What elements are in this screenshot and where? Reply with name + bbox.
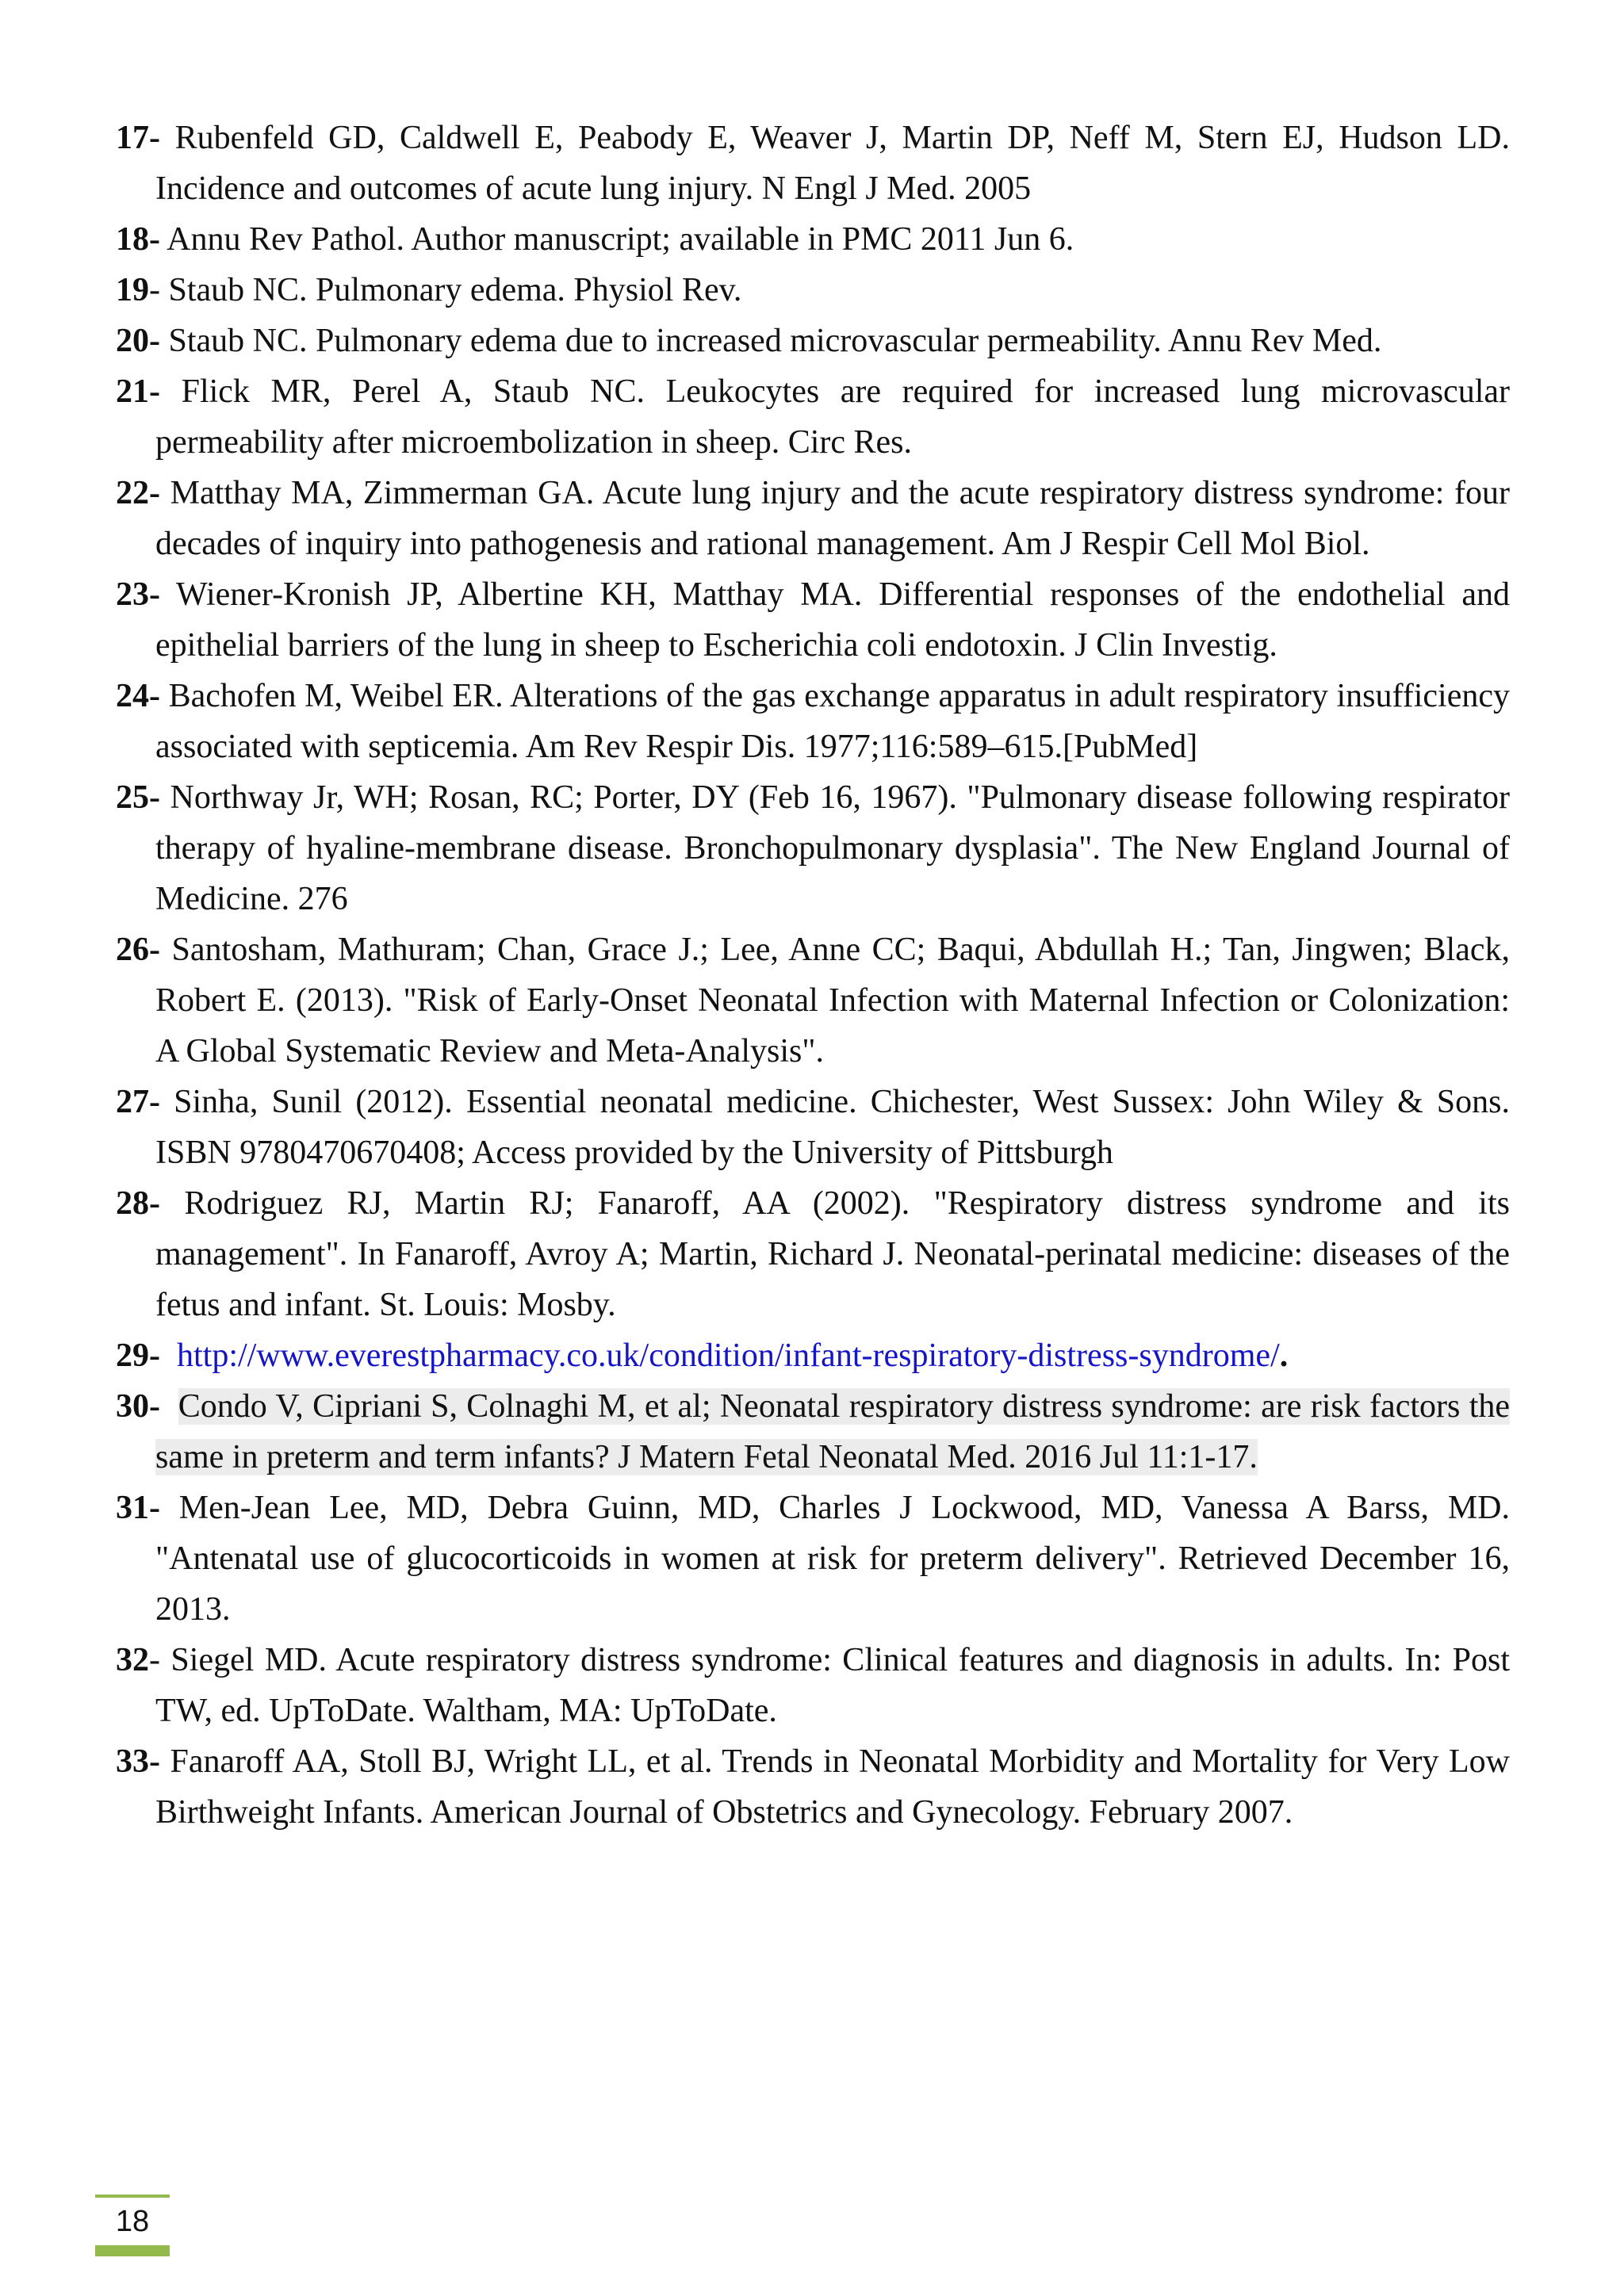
reference-list [116, 113, 1510, 1838]
reference-21 [116, 366, 1510, 468]
reference-text: Flick MR, Perel A, Staub NC. Leukocytes are required for increased lung microvascular permeability after microembolization in sheep. Circ Res. [155, 373, 1510, 461]
footer-bottom-rule [95, 2245, 170, 2256]
reference-number: 26- [116, 932, 160, 968]
reference-26 [116, 924, 1510, 1077]
reference-29 [116, 1330, 1510, 1381]
reference-number: 29- [116, 1337, 160, 1374]
reference-text: Bachofen M, Weibel ER. Alterations of the gas exchange apparatus in adult respiratory insufficiency associated with septicemia. Am Rev Respir Dis. 1977;116:589–615.[PubMed] [155, 678, 1510, 765]
reference-number: 17- [116, 120, 160, 156]
reference-25 [116, 772, 1510, 924]
reference-number: 32 [116, 1642, 149, 1678]
reference-number: 23- [116, 576, 160, 613]
reference-17 [116, 113, 1510, 214]
reference-number: 19 [116, 272, 149, 308]
reference-text: - Siegel MD. Acute respiratory distress syndrome: Clinical features and diagnosis in adults. In: Post TW, ed. UpToDate. Waltham, MA: UpToDate. [149, 1642, 1510, 1729]
reference-18 [116, 214, 1510, 265]
reference-text: Fanaroff AA, Stoll BJ, Wright LL, et al. Trends in Neonatal Morbidity and Mortality for Very Low Birthweight Infants. American Journal of Obstetrics and Gynecology. February 2007. [155, 1743, 1510, 1831]
reference-number: 18- [116, 221, 160, 258]
reference-text: Wiener-Kronish JP, Albertine KH, Matthay MA. Differential responses of the endothelial and epithelial barriers of the lung in sheep to Escherichia coli endotoxin. J Clin Investig. [155, 576, 1510, 664]
reference-20 [116, 316, 1510, 366]
reference-number: 31- [116, 1490, 160, 1526]
page-number: 18 [115, 2205, 150, 2238]
reference-28 [116, 1178, 1510, 1330]
reference-text: Northway Jr, WH; Rosan, RC; Porter, DY (Feb 16, 1967). "Pulmonary disease following respirator therapy of hyaline-membrane disease. Bronchopulmonary dysplasia". The New England Journal of Medicine. 276 [155, 779, 1510, 917]
reference-text-highlighted: Condo V, Cipriani S, Colnaghi M, et al; Neonatal respiratory distress syndrome: are risk factors the same in preterm and term infants? J Matern Fetal Neonatal Med. 2016 Jul 11:1-17. [155, 1388, 1510, 1475]
reference-number: 28- [116, 1185, 160, 1222]
reference-22 [116, 468, 1510, 569]
reference-number: 20- [116, 323, 160, 359]
reference-number: 30- [116, 1388, 160, 1425]
page-footer [95, 2195, 170, 2256]
reference-text: Rubenfeld GD, Caldwell E, Peabody E, Weaver J, Martin DP, Neff M, Stern EJ, Hudson LD. Incidence and outcomes of acute lung injury. N Engl J Med. 2005 [155, 120, 1510, 207]
reference-19 [116, 265, 1510, 316]
reference-23 [116, 569, 1510, 671]
reference-text: Staub NC. Pulmonary edema due to increased microvascular permeability. Annu Rev Med. [160, 323, 1382, 359]
reference-link-period: . [1279, 1337, 1289, 1374]
reference-number: 25- [116, 779, 160, 816]
reference-27 [116, 1077, 1510, 1178]
reference-number: 33- [116, 1743, 160, 1780]
reference-text: Annu Rev Pathol. Author manuscript; available in PMC 2011 Jun 6. [160, 221, 1074, 258]
reference-number: 21- [116, 373, 160, 410]
reference-text: Matthay MA, Zimmerman GA. Acute lung injury and the acute respiratory distress syndrome: four decades of inquiry into pathogenesis and rational management. Am J Respir Cell Mol Biol. [155, 475, 1510, 562]
reference-text: Sinha, Sunil (2012). Essential neonatal medicine. Chichester, West Sussex: John Wiley & Sons. ISBN 9780470670408; Access provided by the University of Pittsburgh [155, 1084, 1510, 1171]
reference-33 [116, 1736, 1510, 1838]
reference-32 [116, 1635, 1510, 1736]
reference-24 [116, 671, 1510, 772]
reference-text: Rodriguez RJ, Martin RJ; Fanaroff, AA (2002). "Respiratory distress syndrome and its management". In Fanaroff, Avroy A; Martin, Richard J. Neonatal-perinatal medicine: diseases of the fetus and infant. St. Louis: Mosby. [155, 1185, 1510, 1323]
reference-30 [116, 1381, 1510, 1483]
reference-text: Santosham, Mathuram; Chan, Grace J.; Lee, Anne CC; Baqui, Abdullah H.; Tan, Jingwen; Black, Robert E. (2013). "Risk of Early-Onset Neonatal Infection with Maternal Infection or Colonization: A Global Systematic Review and Meta-Analysis". [155, 932, 1510, 1070]
reference-31 [116, 1483, 1510, 1635]
reference-number: 27- [116, 1084, 160, 1120]
reference-link[interactable]: http://www.everestpharmacy.co.uk/condition/infant-respiratory-distress-syndrome/ [177, 1337, 1280, 1374]
reference-number: 22- [116, 475, 160, 511]
reference-text: - Staub NC. Pulmonary edema. Physiol Rev. [149, 272, 742, 308]
reference-number: 24- [116, 678, 160, 714]
reference-text: Men-Jean Lee, MD, Debra Guinn, MD, Charles J Lockwood, MD, Vanessa A Barss, MD. "Antenatal use of glucocorticoids in women at risk for preterm delivery". Retrieved December 16, 2013. [155, 1490, 1510, 1628]
